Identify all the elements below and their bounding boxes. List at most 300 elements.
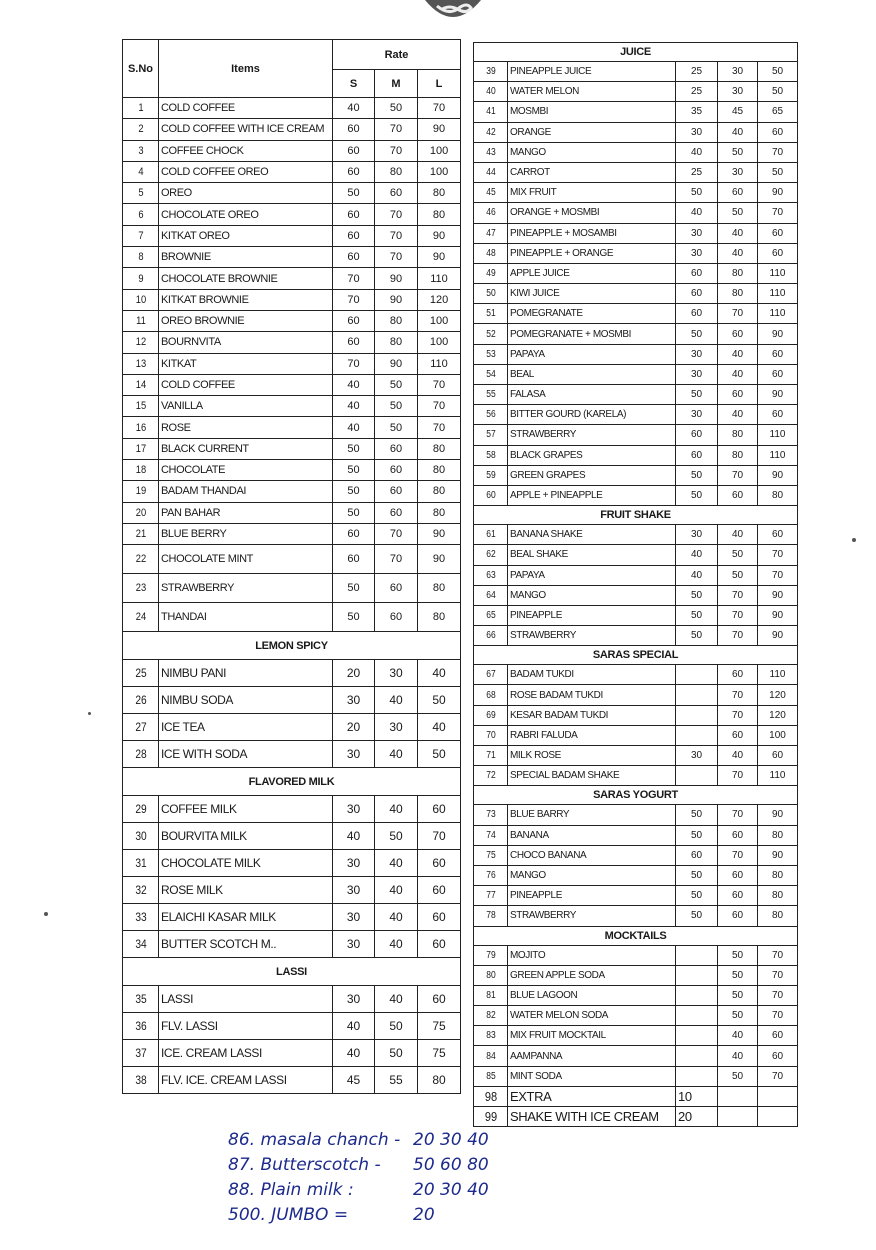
price-medium: 50 xyxy=(375,374,418,395)
price-medium: 80 xyxy=(375,161,418,182)
item-name: PINEAPPLE JUICE xyxy=(508,62,676,82)
menu-row xyxy=(474,223,798,243)
price-small: 50 xyxy=(676,585,718,605)
price-medium: 40 xyxy=(718,1026,758,1046)
handwritten-note-line xyxy=(228,1153,548,1178)
price-small: 30 xyxy=(333,796,375,823)
item-number: 34 xyxy=(125,931,156,958)
price-large: 100 xyxy=(418,310,461,331)
item-number: 84 xyxy=(476,1046,505,1066)
price-small: 60 xyxy=(333,119,375,140)
price-medium: 70 xyxy=(375,204,418,225)
price-small: 50 xyxy=(676,324,718,344)
price-medium: 80 xyxy=(718,425,758,445)
price-medium: 70 xyxy=(375,119,418,140)
price-small: 30 xyxy=(333,931,375,958)
price-large: 60 xyxy=(758,525,798,545)
price-large: 80 xyxy=(418,460,461,481)
menu-row xyxy=(474,605,798,625)
menu-row xyxy=(474,465,798,485)
price-medium: 50 xyxy=(375,417,418,438)
price-small: 30 xyxy=(676,405,718,425)
price-small: 20 xyxy=(676,1106,718,1126)
item-number: 70 xyxy=(476,725,505,745)
menu-row xyxy=(123,1040,461,1067)
note-prices: 20 30 40 xyxy=(413,1180,489,1200)
price-small: 30 xyxy=(676,243,718,263)
handwritten-note-line xyxy=(228,1128,548,1153)
price-medium: 60 xyxy=(718,183,758,203)
price-medium: 50 xyxy=(718,565,758,585)
item-number: 66 xyxy=(476,626,505,646)
menu-row xyxy=(474,1066,798,1086)
item-number: 15 xyxy=(125,396,156,417)
item-number: 82 xyxy=(476,1006,505,1026)
price-medium: 50 xyxy=(718,945,758,965)
price-large: 80 xyxy=(758,825,798,845)
price-medium: 50 xyxy=(375,98,418,119)
price-large: 50 xyxy=(758,82,798,102)
item-name: BLUE BERRY xyxy=(159,523,333,544)
item-number: 46 xyxy=(476,203,505,223)
item-number: 74 xyxy=(476,825,505,845)
price-large: 60 xyxy=(418,904,461,931)
item-name: BROWNIE xyxy=(159,247,333,268)
price-small: 50 xyxy=(333,438,375,459)
price-medium: 80 xyxy=(718,284,758,304)
logo-emblem-icon xyxy=(423,0,483,22)
price-medium xyxy=(718,1086,758,1106)
price-large: 90 xyxy=(758,183,798,203)
menu-row xyxy=(474,324,798,344)
price-small: 50 xyxy=(676,825,718,845)
price-large: 120 xyxy=(758,685,798,705)
price-small: 50 xyxy=(333,183,375,204)
section-title: FRUIT SHAKE xyxy=(474,506,798,525)
menu-row xyxy=(474,825,798,845)
item-name: APPLE + PINEAPPLE xyxy=(508,485,676,505)
price-medium: 50 xyxy=(375,396,418,417)
item-name: PINEAPPLE + ORANGE xyxy=(508,243,676,263)
price-small: 50 xyxy=(333,574,375,603)
item-name: AAMPANNA xyxy=(508,1046,676,1066)
item-number: 5 xyxy=(125,183,156,204)
item-number: 17 xyxy=(125,438,156,459)
price-medium: 40 xyxy=(375,986,418,1013)
price-large: 70 xyxy=(758,545,798,565)
price-medium: 60 xyxy=(718,485,758,505)
price-medium: 40 xyxy=(718,746,758,766)
price-small xyxy=(676,1046,718,1066)
price-large: 90 xyxy=(758,324,798,344)
price-medium: 50 xyxy=(718,142,758,162)
price-large: 60 xyxy=(418,931,461,958)
item-name: CHOCOLATE xyxy=(159,460,333,481)
price-large: 80 xyxy=(418,204,461,225)
price-large: 70 xyxy=(758,565,798,585)
price-large: 80 xyxy=(418,183,461,204)
item-name: POMEGRANATE xyxy=(508,304,676,324)
menu-row xyxy=(474,62,798,82)
price-medium: 40 xyxy=(375,687,418,714)
note-item-name: 86. masala chanch - xyxy=(228,1130,401,1150)
menu-row xyxy=(123,438,461,459)
price-large: 60 xyxy=(758,122,798,142)
menu-row xyxy=(474,243,798,263)
menu-row xyxy=(123,850,461,877)
price-large: 90 xyxy=(418,225,461,246)
menu-row xyxy=(474,183,798,203)
item-number: 20 xyxy=(125,502,156,523)
price-medium: 30 xyxy=(718,62,758,82)
item-name: NIMBU PANI xyxy=(159,660,333,687)
handwritten-note-line xyxy=(228,1178,548,1203)
item-number: 71 xyxy=(476,746,505,766)
item-name: MANGO xyxy=(508,142,676,162)
item-number: 10 xyxy=(125,289,156,310)
menu-row xyxy=(474,525,798,545)
price-medium: 45 xyxy=(718,102,758,122)
menu-row xyxy=(123,660,461,687)
price-small xyxy=(676,665,718,685)
price-large: 100 xyxy=(418,332,461,353)
price-medium: 80 xyxy=(375,332,418,353)
price-small: 50 xyxy=(676,805,718,825)
item-number: 12 xyxy=(125,332,156,353)
price-large: 70 xyxy=(418,374,461,395)
menu-row xyxy=(123,98,461,119)
item-number: 1 xyxy=(125,98,156,119)
price-medium: 40 xyxy=(718,525,758,545)
item-name: PINEAPPLE xyxy=(508,886,676,906)
item-number: 72 xyxy=(476,766,505,786)
price-small: 40 xyxy=(333,1013,375,1040)
price-small: 30 xyxy=(676,122,718,142)
menu-row xyxy=(123,1013,461,1040)
item-number: 59 xyxy=(476,465,505,485)
price-small xyxy=(676,1006,718,1026)
section-title: SARAS YOGURT xyxy=(474,786,798,805)
price-medium: 60 xyxy=(718,825,758,845)
item-number: 79 xyxy=(476,945,505,965)
item-name: PAPAYA xyxy=(508,344,676,364)
price-large: 80 xyxy=(418,502,461,523)
item-name: EXTRA xyxy=(508,1086,676,1106)
price-small: 25 xyxy=(676,62,718,82)
item-number: 26 xyxy=(125,687,156,714)
item-name: CARROT xyxy=(508,162,676,182)
price-large: 70 xyxy=(418,417,461,438)
price-small: 45 xyxy=(333,1067,375,1094)
note-item-name: 500. JUMBO = xyxy=(228,1205,349,1225)
item-name: KITKAT BROWNIE xyxy=(159,289,333,310)
price-large: 80 xyxy=(758,906,798,926)
item-number: 64 xyxy=(476,585,505,605)
menu-row xyxy=(474,364,798,384)
price-medium: 60 xyxy=(375,438,418,459)
item-name: ORANGE + MOSMBI xyxy=(508,203,676,223)
item-number: 33 xyxy=(125,904,156,931)
menu-row xyxy=(474,945,798,965)
section-header xyxy=(123,632,461,660)
item-number: 75 xyxy=(476,845,505,865)
menu-row xyxy=(474,405,798,425)
menu-row xyxy=(123,1067,461,1094)
price-small: 40 xyxy=(333,396,375,417)
price-small: 50 xyxy=(676,886,718,906)
price-small: 50 xyxy=(333,603,375,632)
item-name: LASSI xyxy=(159,986,333,1013)
item-number: 8 xyxy=(125,247,156,268)
item-name: KIWI JUICE xyxy=(508,284,676,304)
price-small: 30 xyxy=(676,746,718,766)
menu-row xyxy=(123,332,461,353)
item-name: PAPAYA xyxy=(508,565,676,585)
item-number: 47 xyxy=(476,223,505,243)
item-number: 4 xyxy=(125,161,156,182)
price-small: 50 xyxy=(333,481,375,502)
price-medium: 30 xyxy=(718,82,758,102)
price-small: 60 xyxy=(676,845,718,865)
menu-row xyxy=(474,965,798,985)
section-header xyxy=(474,926,798,945)
price-medium: 60 xyxy=(375,460,418,481)
price-medium: 50 xyxy=(375,1013,418,1040)
price-small: 30 xyxy=(333,986,375,1013)
item-name: COLD COFFEE xyxy=(159,374,333,395)
price-medium: 40 xyxy=(375,741,418,768)
item-number: 45 xyxy=(476,183,505,203)
item-name: WATER MELON xyxy=(508,82,676,102)
item-number: 24 xyxy=(125,603,156,632)
item-number: 43 xyxy=(476,142,505,162)
price-medium: 80 xyxy=(375,310,418,331)
item-name: BLUE BARRY xyxy=(508,805,676,825)
item-number: 85 xyxy=(476,1066,505,1086)
item-name: POMEGRANATE + MOSMBI xyxy=(508,324,676,344)
price-medium: 70 xyxy=(718,585,758,605)
item-number: 98 xyxy=(476,1086,505,1106)
price-small: 40 xyxy=(333,98,375,119)
menu-row xyxy=(474,886,798,906)
item-number: 19 xyxy=(125,481,156,502)
rate-header: Rate xyxy=(333,40,461,70)
menu-row xyxy=(474,565,798,585)
price-large: 90 xyxy=(758,465,798,485)
item-name: KITKAT xyxy=(159,353,333,374)
menu-row xyxy=(123,374,461,395)
item-name: COLD COFFEE WITH ICE CREAM xyxy=(159,119,333,140)
item-name: BANANA xyxy=(508,825,676,845)
item-number: 50 xyxy=(476,284,505,304)
item-name: RABRI FALUDA xyxy=(508,725,676,745)
price-large: 70 xyxy=(418,823,461,850)
item-number: 57 xyxy=(476,425,505,445)
menu-row xyxy=(474,1046,798,1066)
price-small: 60 xyxy=(333,545,375,574)
item-name: STRAWBERRY xyxy=(508,425,676,445)
price-large: 40 xyxy=(418,660,461,687)
item-name: ROSE xyxy=(159,417,333,438)
price-large: 90 xyxy=(418,119,461,140)
price-large: 70 xyxy=(418,98,461,119)
item-name: SHAKE WITH ICE CREAM xyxy=(508,1106,676,1126)
price-large: 60 xyxy=(418,986,461,1013)
item-name: BITTER GOURD (KARELA) xyxy=(508,405,676,425)
price-medium: 70 xyxy=(718,465,758,485)
price-medium: 60 xyxy=(375,481,418,502)
item-number: 13 xyxy=(125,353,156,374)
item-number: 81 xyxy=(476,985,505,1005)
price-large: 110 xyxy=(758,665,798,685)
price-small: 50 xyxy=(676,865,718,885)
item-number: 36 xyxy=(125,1013,156,1040)
menu-row xyxy=(123,931,461,958)
price-large: 50 xyxy=(758,162,798,182)
menu-row xyxy=(474,585,798,605)
item-name: BLACK GRAPES xyxy=(508,445,676,465)
item-name: STRAWBERRY xyxy=(508,906,676,926)
menu-row xyxy=(474,263,798,283)
item-number: 51 xyxy=(476,304,505,324)
item-name: STRAWBERRY xyxy=(508,626,676,646)
note-item-name: 87. Butterscotch - xyxy=(228,1155,381,1175)
price-medium: 50 xyxy=(718,545,758,565)
menu-row xyxy=(123,823,461,850)
menu-row xyxy=(123,714,461,741)
item-name: COLD COFFEE OREO xyxy=(159,161,333,182)
price-medium: 30 xyxy=(375,660,418,687)
item-name: OREO xyxy=(159,183,333,204)
section-title: JUICE xyxy=(474,43,798,62)
item-number: 2 xyxy=(125,119,156,140)
price-large: 110 xyxy=(758,425,798,445)
menu-row xyxy=(123,268,461,289)
menu-row xyxy=(474,685,798,705)
item-name: PINEAPPLE + MOSAMBI xyxy=(508,223,676,243)
item-name: BLACK CURRENT xyxy=(159,438,333,459)
item-name: BANANA SHAKE xyxy=(508,525,676,545)
price-small: 70 xyxy=(333,353,375,374)
price-medium: 40 xyxy=(718,223,758,243)
item-number: 6 xyxy=(125,204,156,225)
menu-row xyxy=(474,1026,798,1046)
item-number: 60 xyxy=(476,485,505,505)
price-large: 90 xyxy=(418,545,461,574)
price-large: 60 xyxy=(758,405,798,425)
item-name: VANILLA xyxy=(159,396,333,417)
price-large: 80 xyxy=(418,481,461,502)
item-number: 40 xyxy=(476,82,505,102)
menu-row xyxy=(474,845,798,865)
price-large: 110 xyxy=(418,268,461,289)
item-number: 16 xyxy=(125,417,156,438)
menu-row xyxy=(123,481,461,502)
price-medium: 40 xyxy=(375,877,418,904)
item-number: 42 xyxy=(476,122,505,142)
price-large: 70 xyxy=(758,142,798,162)
item-name: KESAR BADAM TUKDI xyxy=(508,705,676,725)
price-large: 60 xyxy=(758,243,798,263)
scan-speck xyxy=(852,538,856,542)
price-small: 50 xyxy=(676,906,718,926)
item-number: 35 xyxy=(125,986,156,1013)
price-large: 110 xyxy=(758,766,798,786)
item-number: 25 xyxy=(125,660,156,687)
price-medium: 70 xyxy=(718,766,758,786)
price-large: 90 xyxy=(758,845,798,865)
item-name: PAN BAHAR xyxy=(159,502,333,523)
price-large: 80 xyxy=(418,574,461,603)
menu-row xyxy=(123,796,461,823)
item-name: CHOCOLATE MILK xyxy=(159,850,333,877)
item-number: 44 xyxy=(476,162,505,182)
item-number: 54 xyxy=(476,364,505,384)
price-medium: 50 xyxy=(718,985,758,1005)
menu-row xyxy=(123,603,461,632)
price-medium: 70 xyxy=(375,545,418,574)
item-number: 49 xyxy=(476,263,505,283)
item-name: KITKAT OREO xyxy=(159,225,333,246)
item-number: 67 xyxy=(476,665,505,685)
item-number: 28 xyxy=(125,741,156,768)
price-large: 90 xyxy=(758,385,798,405)
menu-row xyxy=(474,865,798,885)
item-name: COFFEE CHOCK xyxy=(159,140,333,161)
item-name: GREEN GRAPES xyxy=(508,465,676,485)
item-number: 37 xyxy=(125,1040,156,1067)
price-large: 110 xyxy=(758,263,798,283)
item-number: 83 xyxy=(476,1026,505,1046)
item-name: MILK ROSE xyxy=(508,746,676,766)
price-small xyxy=(676,1026,718,1046)
price-medium: 50 xyxy=(375,823,418,850)
price-medium: 60 xyxy=(718,725,758,745)
item-number: 14 xyxy=(125,374,156,395)
price-large: 90 xyxy=(758,805,798,825)
menu-row xyxy=(123,140,461,161)
price-large: 80 xyxy=(758,485,798,505)
price-large: 60 xyxy=(758,364,798,384)
item-name: CHOCOLATE OREO xyxy=(159,204,333,225)
item-number: 48 xyxy=(476,243,505,263)
price-medium: 50 xyxy=(718,1006,758,1026)
item-name: COLD COFFEE xyxy=(159,98,333,119)
price-large: 80 xyxy=(758,865,798,885)
item-number: 52 xyxy=(476,324,505,344)
menu-row xyxy=(123,353,461,374)
price-medium: 70 xyxy=(375,523,418,544)
sno-header: S.No xyxy=(123,40,159,98)
price-large: 50 xyxy=(418,687,461,714)
menu-row xyxy=(474,545,798,565)
menu-row xyxy=(474,82,798,102)
price-large: 60 xyxy=(758,344,798,364)
extra-row xyxy=(474,1086,798,1106)
price-small: 60 xyxy=(333,310,375,331)
price-small: 40 xyxy=(676,545,718,565)
note-item-name: 88. Plain milk : xyxy=(228,1180,354,1200)
price-medium: 80 xyxy=(718,263,758,283)
item-number: 18 xyxy=(125,460,156,481)
price-medium: 60 xyxy=(375,603,418,632)
price-large: 60 xyxy=(418,850,461,877)
item-name: CHOCOLATE BROWNIE xyxy=(159,268,333,289)
item-number: 9 xyxy=(125,268,156,289)
item-name: MOJITO xyxy=(508,945,676,965)
item-number: 78 xyxy=(476,906,505,926)
section-header xyxy=(474,43,798,62)
